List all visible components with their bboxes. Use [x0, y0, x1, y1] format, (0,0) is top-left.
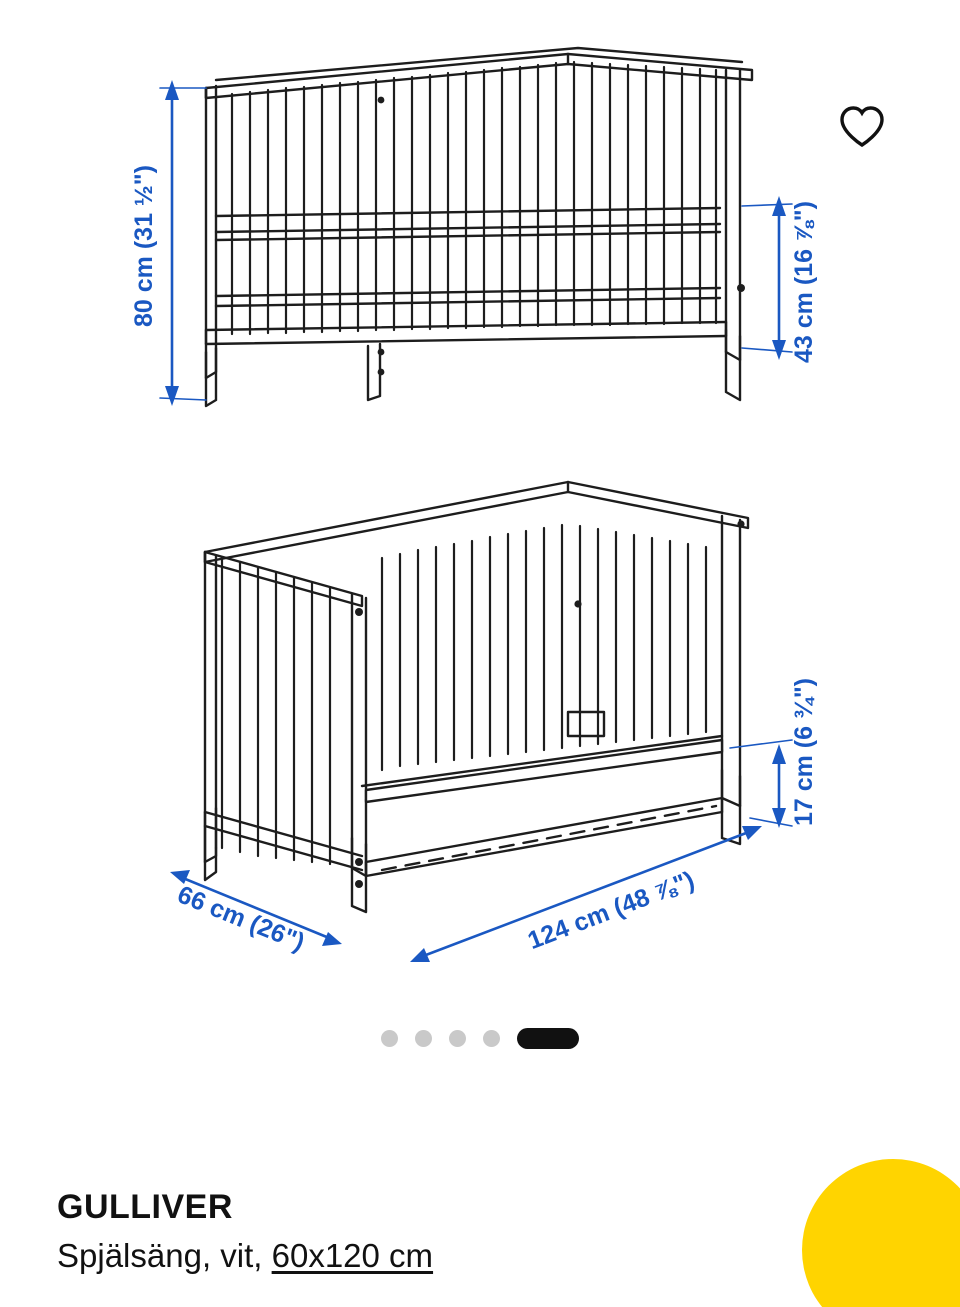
heart-icon	[838, 105, 886, 154]
carousel-dot-3[interactable]	[449, 1030, 466, 1047]
product-info	[57, 1185, 857, 1279]
carousel-dot-1[interactable]	[381, 1030, 398, 1047]
wishlist-button[interactable]	[838, 105, 886, 153]
dimension-label-base-high: 43 cm (16 ⅞")	[790, 201, 818, 363]
product-description	[57, 1233, 857, 1279]
product-title: GULLIVER	[57, 1188, 233, 1226]
carousel-dots[interactable]	[0, 1028, 960, 1049]
dimension-label-height: 80 cm (31 ½")	[130, 165, 158, 327]
carousel-dot-4[interactable]	[483, 1030, 500, 1047]
product-description-text: Spjälsäng, vit,	[57, 1237, 272, 1274]
carousel-dot-2[interactable]	[415, 1030, 432, 1047]
product-variant-link[interactable]: 60x120 cm	[271, 1237, 434, 1274]
carousel-dot-5[interactable]	[517, 1028, 579, 1049]
dimension-label-width: 66 cm (26")	[173, 880, 309, 957]
dimension-label-base-low: 17 cm (6 ¾")	[790, 677, 818, 827]
floating-action-button[interactable]	[802, 1159, 960, 1307]
dimension-label-length: 124 cm (48 ⅞")	[524, 865, 699, 956]
